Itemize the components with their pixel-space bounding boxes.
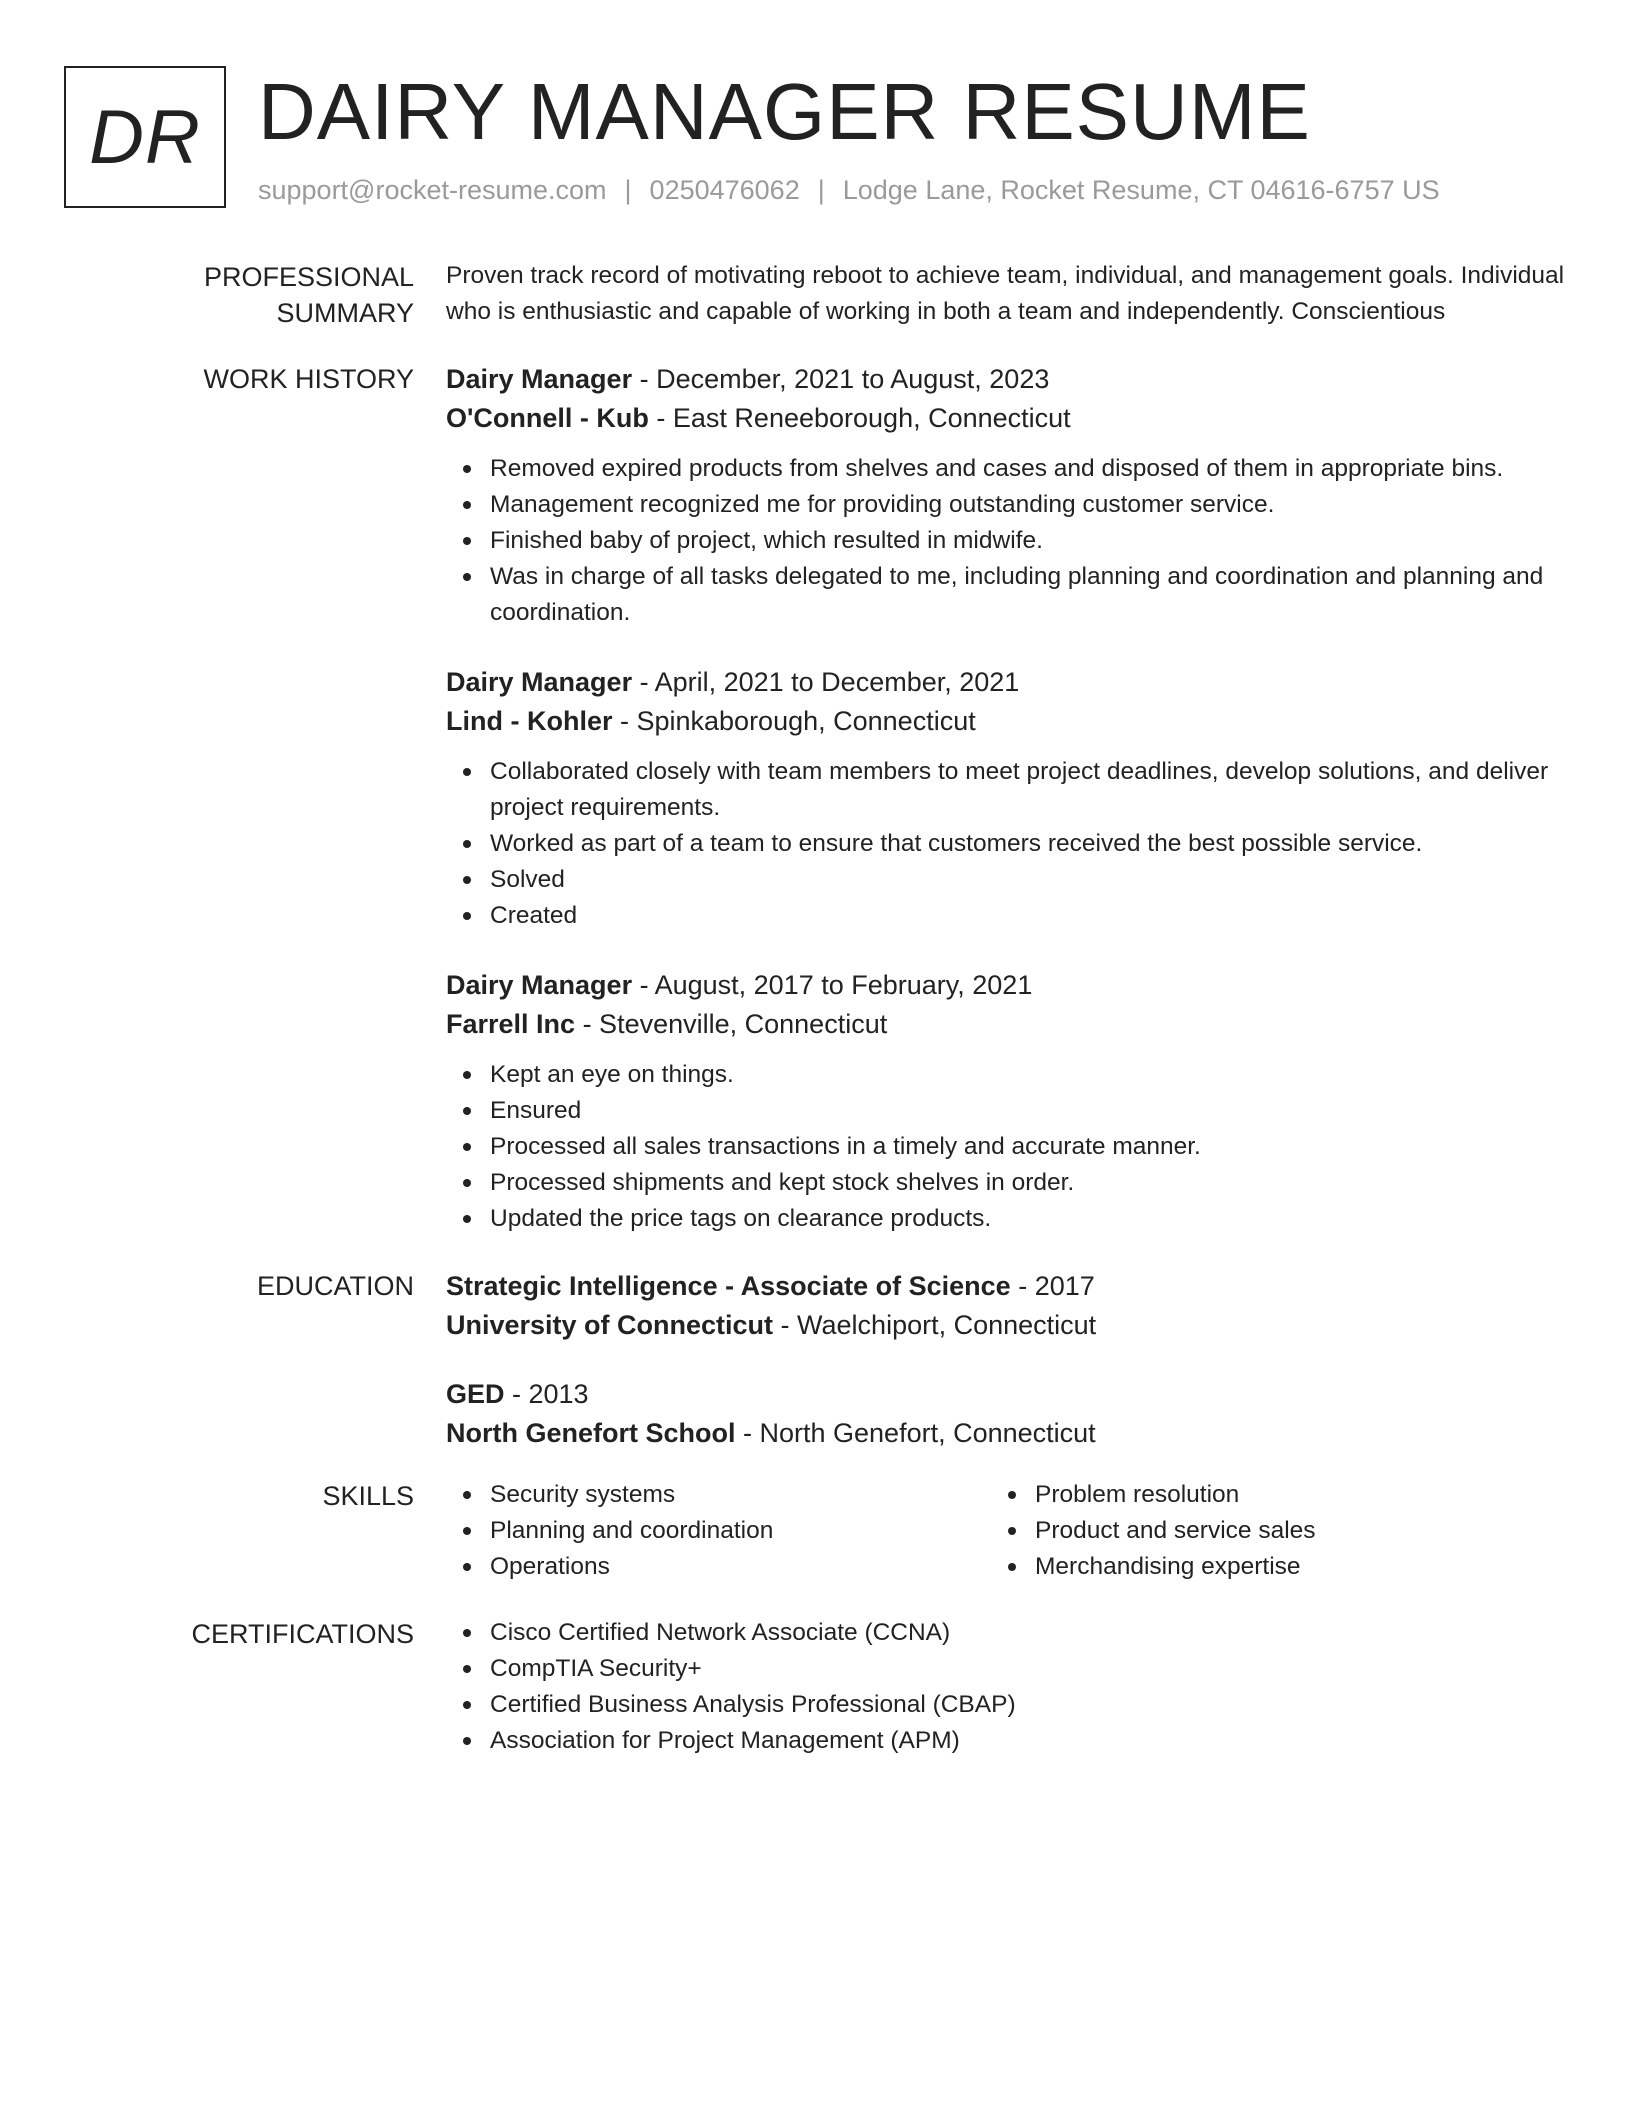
degree-year: - 2013 xyxy=(504,1379,589,1409)
section-label-summary: PROFESSIONAL SUMMARY xyxy=(203,262,414,328)
list-item: Solved xyxy=(446,862,1576,898)
section-label-skills: SKILLS xyxy=(322,1481,414,1511)
contact-line xyxy=(258,173,1440,208)
school-name: University of Connecticut xyxy=(446,1310,774,1340)
education-entry xyxy=(446,1267,1576,1345)
job-entry xyxy=(446,966,1576,1237)
list-item: Management recognized me for providing outstanding customer service. xyxy=(446,487,1576,523)
skills-column-left xyxy=(446,1477,991,1585)
section-label-certifications: CERTIFICATIONS xyxy=(191,1619,414,1649)
list-item: Was in charge of all tasks delegated to me, including planning and coordination and planning and coordination. xyxy=(446,559,1576,631)
resume-header xyxy=(64,66,1564,210)
school-name: North Genefort School xyxy=(446,1418,736,1448)
job-title-line xyxy=(446,360,1576,399)
job-location: - Spinkaborough, Connecticut xyxy=(612,706,976,736)
list-item: Processed shipments and kept stock shelves in order. xyxy=(446,1165,1576,1201)
certifications-section xyxy=(64,1615,1576,1759)
certification-bullets xyxy=(446,1615,1576,1759)
contact-separator: | xyxy=(817,175,825,205)
section-label-work-history: WORK HISTORY xyxy=(203,364,414,394)
contact-separator: | xyxy=(624,175,632,205)
school-line xyxy=(446,1306,1576,1345)
list-item: Certified Business Analysis Professional (CBAP) xyxy=(446,1687,1576,1723)
education-list xyxy=(446,1267,1576,1453)
resume-title: DAIRY MANAGER RESUME xyxy=(258,67,1311,156)
list-item: Operations xyxy=(446,1549,991,1585)
list-item: Collaborated closely with team members to meet project deadlines, develop solutions, and deliver project requirements. xyxy=(446,754,1576,826)
list-item: Problem resolution xyxy=(991,1477,1536,1513)
list-item: Created xyxy=(446,898,1576,934)
job-dates: - August, 2017 to February, 2021 xyxy=(632,970,1033,1000)
school-location: - North Genefort, Connecticut xyxy=(735,1418,1096,1448)
job-dates: - December, 2021 to August, 2023 xyxy=(632,364,1050,394)
resume-body xyxy=(64,258,1576,1785)
job-title: Dairy Manager xyxy=(446,667,633,697)
summary-text: Proven track record of motivating reboot to achieve team, individual, and management goals. Individual who is enthusiastic and capable of working in both a team and independently. Conscientious xyxy=(446,262,1565,325)
job-company: Farrell Inc xyxy=(446,1009,576,1039)
work-history-section xyxy=(64,360,1576,1237)
job-dates: - April, 2021 to December, 2021 xyxy=(632,667,1020,697)
list-item: CompTIA Security+ xyxy=(446,1651,1576,1687)
job-title-line xyxy=(446,966,1576,1005)
job-company: Lind - Kohler xyxy=(446,706,613,736)
job-entry xyxy=(446,360,1576,631)
monogram-logo: DR xyxy=(64,66,226,208)
job-entry xyxy=(446,663,1576,934)
contact-phone: 0250476062 xyxy=(649,175,800,205)
list-item: Kept an eye on things. xyxy=(446,1057,1576,1093)
education-entry xyxy=(446,1375,1576,1453)
school-line xyxy=(446,1414,1576,1453)
list-item: Merchandising expertise xyxy=(991,1549,1536,1585)
certifications-list xyxy=(446,1615,1576,1759)
job-title: Dairy Manager xyxy=(446,364,633,394)
job-company-line xyxy=(446,399,1576,438)
summary-section xyxy=(64,258,1576,331)
job-title-line xyxy=(446,663,1576,702)
contact-email: support@rocket-resume.com xyxy=(258,175,607,205)
job-bullets xyxy=(446,451,1576,631)
degree-name: GED xyxy=(446,1379,505,1409)
list-item: Association for Project Management (APM) xyxy=(446,1723,1576,1759)
list-item: Product and service sales xyxy=(991,1513,1536,1549)
job-bullets xyxy=(446,754,1576,934)
school-location: - Waelchiport, Connecticut xyxy=(773,1310,1097,1340)
list-item: Updated the price tags on clearance products. xyxy=(446,1201,1576,1237)
list-item: Removed expired products from shelves and cases and disposed of them in appropriate bins. xyxy=(446,451,1576,487)
degree-line xyxy=(446,1375,1576,1414)
job-company-line xyxy=(446,1005,1576,1044)
job-company: O'Connell - Kub xyxy=(446,403,649,433)
job-location: - Stevenville, Connecticut xyxy=(575,1009,888,1039)
job-title: Dairy Manager xyxy=(446,970,633,1000)
job-location: - East Reneeborough, Connecticut xyxy=(648,403,1071,433)
skills-column-right xyxy=(991,1477,1536,1585)
section-label-education: EDUCATION xyxy=(256,1271,414,1301)
contact-address: Lodge Lane, Rocket Resume, CT 04616-6757 US xyxy=(842,175,1440,205)
work-history-list xyxy=(446,360,1576,1237)
skills-list xyxy=(446,1477,1576,1585)
job-company-line xyxy=(446,702,1576,741)
list-item: Cisco Certified Network Associate (CCNA) xyxy=(446,1615,1576,1651)
list-item: Worked as part of a team to ensure that customers received the best possible service. xyxy=(446,826,1576,862)
list-item: Ensured xyxy=(446,1093,1576,1129)
list-item: Processed all sales transactions in a timely and accurate manner. xyxy=(446,1129,1576,1165)
skills-section xyxy=(64,1477,1576,1585)
job-bullets xyxy=(446,1057,1576,1237)
degree-line xyxy=(446,1267,1576,1306)
list-item: Finished baby of project, which resulted in midwife. xyxy=(446,523,1576,559)
education-section xyxy=(64,1267,1576,1453)
degree-year: - 2017 xyxy=(1010,1271,1095,1301)
list-item: Security systems xyxy=(446,1477,991,1513)
degree-name: Strategic Intelligence - Associate of Science xyxy=(446,1271,1011,1301)
list-item: Planning and coordination xyxy=(446,1513,991,1549)
